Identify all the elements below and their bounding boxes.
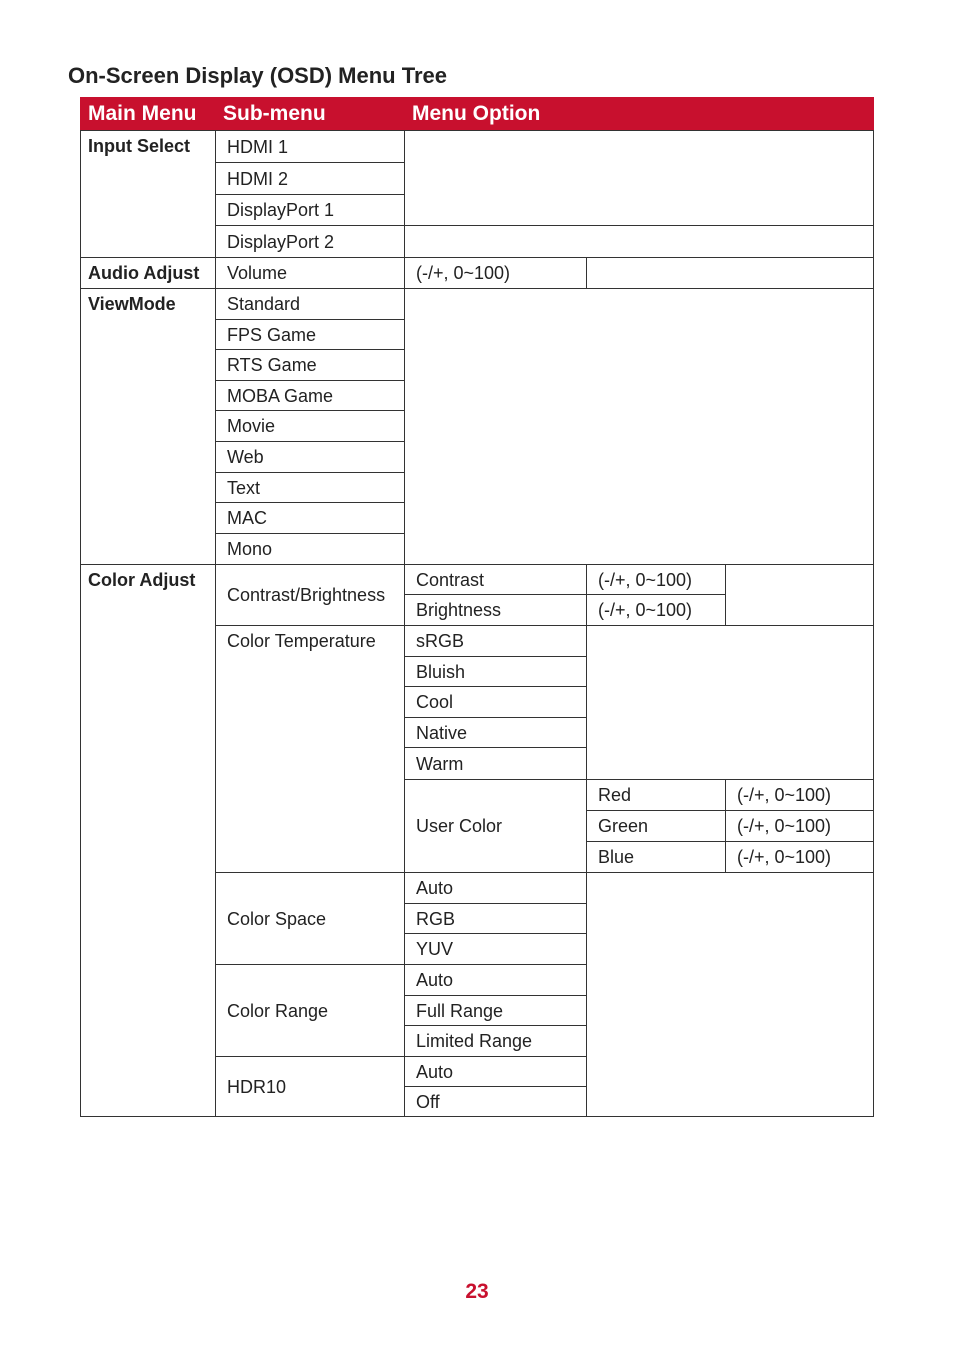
option-hdr10-auto: Auto <box>404 1056 587 1087</box>
option-limited-range: Limited Range <box>404 1025 587 1057</box>
submenu-standard: Standard <box>215 288 405 320</box>
option-full-range: Full Range <box>404 995 587 1026</box>
submenu-mono: Mono <box>215 533 405 565</box>
red-range: (-/+, 0~100) <box>725 779 874 811</box>
option-rgb: RGB <box>404 903 587 934</box>
option-contrast: Contrast <box>404 564 587 595</box>
submenu-web: Web <box>215 441 405 473</box>
option-color-range-auto: Auto <box>404 964 587 996</box>
option-native: Native <box>404 717 587 748</box>
option-bluish: Bluish <box>404 656 587 687</box>
submenu-displayport-1: DisplayPort 1 <box>215 194 405 226</box>
submenu-moba-game: MOBA Game <box>215 380 405 411</box>
empty-option-cell <box>586 257 874 289</box>
empty-option-cell <box>586 625 874 780</box>
option-yuv: YUV <box>404 933 587 965</box>
empty-option-cell <box>725 564 874 626</box>
user-color-green: Green <box>586 810 726 842</box>
submenu-rts-game: RTS Game <box>215 349 405 381</box>
option-srgb: sRGB <box>404 625 587 657</box>
empty-option-cell <box>404 130 874 226</box>
header-menu-option: Menu Option <box>404 97 874 131</box>
brightness-range: (-/+, 0~100) <box>586 594 726 626</box>
empty-option-cell <box>404 225 874 258</box>
option-cool: Cool <box>404 686 587 718</box>
green-range: (-/+, 0~100) <box>725 810 874 842</box>
main-menu-viewmode: ViewMode <box>80 288 216 565</box>
submenu-hdmi-1: HDMI 1 <box>215 130 405 163</box>
option-color-space-auto: Auto <box>404 872 587 904</box>
header-sub-menu: Sub-menu <box>215 97 405 131</box>
submenu-color-temperature: Color Temperature <box>215 625 405 873</box>
submenu-hdr10: HDR10 <box>215 1056 405 1117</box>
user-color-blue: Blue <box>586 841 726 873</box>
blue-range: (-/+, 0~100) <box>725 841 874 873</box>
empty-option-cell <box>404 288 874 565</box>
empty-option-cell <box>586 872 874 1117</box>
submenu-displayport-2: DisplayPort 2 <box>215 225 405 258</box>
main-menu-audio-adjust: Audio Adjust <box>80 257 216 289</box>
user-color-red: Red <box>586 779 726 811</box>
submenu-volume: Volume <box>215 257 405 289</box>
contrast-range: (-/+, 0~100) <box>586 564 726 595</box>
volume-range: (-/+, 0~100) <box>404 257 587 289</box>
submenu-fps-game: FPS Game <box>215 319 405 350</box>
submenu-movie: Movie <box>215 410 405 442</box>
main-menu-color-adjust: Color Adjust <box>80 564 216 1117</box>
option-user-color: User Color <box>404 779 587 873</box>
header-main-menu: Main Menu <box>80 97 216 131</box>
option-warm: Warm <box>404 747 587 780</box>
submenu-contrast-brightness: Contrast/Brightness <box>215 564 405 626</box>
submenu-color-space: Color Space <box>215 872 405 965</box>
main-menu-input-select: Input Select <box>80 130 216 258</box>
page-number: 23 <box>465 1280 489 1303</box>
page-title: On-Screen Display (OSD) Menu Tree <box>68 63 447 88</box>
option-hdr10-off: Off <box>404 1086 587 1117</box>
submenu-text: Text <box>215 472 405 503</box>
submenu-hdmi-2: HDMI 2 <box>215 162 405 195</box>
submenu-color-range: Color Range <box>215 964 405 1057</box>
submenu-mac: MAC <box>215 502 405 534</box>
option-brightness: Brightness <box>404 594 587 626</box>
